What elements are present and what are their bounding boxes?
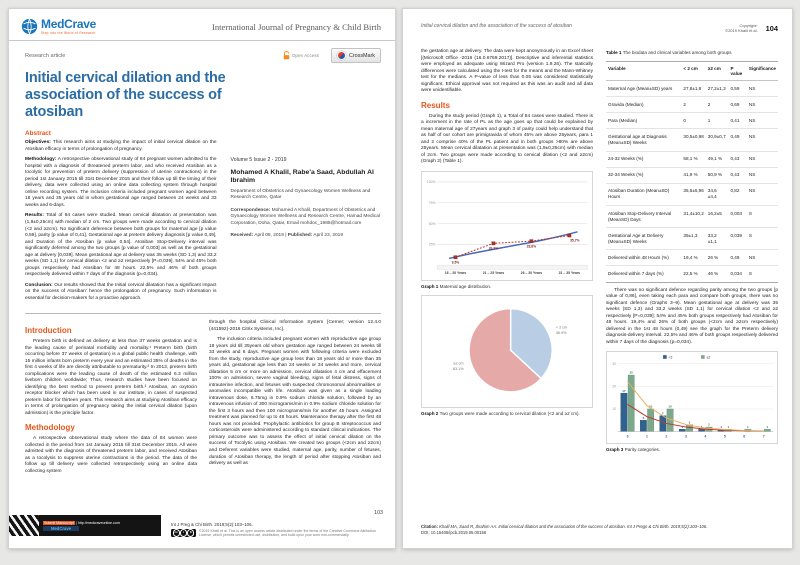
table-cell: NS	[747, 167, 778, 183]
banner-stripes-decoration	[9, 515, 39, 536]
graph1-caption: Graph 1 Maternal age distribution.	[421, 284, 492, 290]
table-row	[606, 183, 778, 205]
x-tick-label: 2	[665, 434, 668, 439]
y-tick-label: 25%	[428, 242, 436, 247]
parity-bar-chart	[607, 352, 777, 442]
results-heading: Results	[421, 100, 450, 110]
slice-label: ≥2 cm	[453, 361, 464, 366]
table-cell: Atosiban Stop-Delivery Interval (MeanSD) Days	[606, 206, 681, 228]
data-label: 28,8%	[526, 244, 537, 249]
bar-value-label: 7	[662, 411, 664, 416]
page-number: 104	[765, 24, 778, 33]
slice-value-label: 63.1%	[452, 367, 464, 372]
license-text: ©2019 Khalil et al. This is an open access article distributed under the terms of the Creative Commons Attribution License, which permits unrestricted use, distribution, and build upon your work non-commercially.	[199, 528, 376, 538]
introduction-heading: Introduction	[25, 326, 72, 336]
table-row	[606, 266, 778, 282]
body-paragraph: through the hospital Clinical Information System [Cerner; version 12.4.0 (441592)-2016 Citrix Systems, Inc].	[209, 320, 381, 332]
table-cell: 0,82	[728, 183, 746, 205]
table-cell: 0,49	[728, 250, 746, 266]
data-point	[492, 241, 495, 244]
table-cell: 27,8±1,8	[681, 80, 705, 96]
legend-label: <2	[668, 355, 673, 360]
article-title: Initial cervical dilation and the association of the success of atosiban	[25, 70, 226, 121]
abstract-methodology: Methodology: A retrospective observational study of 84 pregnant women admitted to the hospital with a diagnosis of threatened preterm labor, and who received Atosiban as a tocolytic for prevention of preterm delivery (suppression of uterine contractions) in the period 1st January 2015 till 31st December 2015 and their follow up till the timing of their delivery, data were collected using an online data collecting system through hospital online recording system. The inclusion criteria included pregnant women aged between 18 years and 35 years old in whom gestational age ranged between 24 weeks and 33 weeks and 6-days.	[25, 157, 217, 208]
table-cell: Maternal Age (Mean±SD) years	[606, 80, 681, 96]
table-cell: 22,5 %	[681, 266, 705, 282]
table-cell: 49,1 %	[706, 151, 729, 167]
logo-tagline: Step into the World of Research	[41, 31, 96, 35]
table-cell: NS	[747, 129, 778, 151]
x-tick-label: 3	[684, 434, 687, 439]
bar-value-label: 10	[668, 404, 672, 409]
medcrave-globe-icon	[21, 18, 38, 35]
table-cell: 19,4 %	[681, 250, 705, 266]
maternal-age-chart-frame	[421, 171, 593, 282]
table-cell: 0,039	[728, 228, 746, 250]
table-cell: NS	[747, 80, 778, 96]
table-cell: S	[747, 206, 778, 228]
left-page-footer	[9, 508, 395, 540]
abstract-heading: Abstract	[25, 130, 51, 138]
table-cell: 30,9±0,7	[706, 129, 729, 151]
x-tick-label: 1	[646, 434, 648, 439]
journal-header	[9, 9, 395, 41]
abstract-results: Results: Total of 84 cases were studied. Mean cervical dilatation at presentation was (1,9±0,25cm) with median of 2 cm. Two groups were made according to cervical dilation (<2 and ≥2cm). No significant deference between both groups for maternal age [p value 0,59], parity [p value of 0,41], Gestational age at preterm delivery diagnosis [p value 0,49], and Duration of the Atosiban [p value 0,54]. Atosiban Stop-Delivery interval was significantly deferred among the two groups [p value of 0,003] as well as the gestational age at delivery [0,039]. Mean gestational age at delivery was 35 weeks (SD 1,3) and 33,2 weeks (SD 1,1) for cervical dilation <2 and ≥2 respectively [P=0,039]. 54% and 45% both groups respectively had Atosiban for 48 hours. 22,5% and 46% of both groups respectively delivered within 7 days of the diagnosis (p=0,034).	[25, 213, 217, 278]
table-cell: 0,43	[728, 151, 746, 167]
table-row	[606, 151, 778, 167]
received-published: Received: April 08, 2019 | Published: April 23, 2019	[230, 232, 344, 238]
table-cell: 24-32 Weeks (%)	[606, 151, 681, 167]
citation-text: Khalil MA, Saad R, Ibrahim AA. Initial cervical dilation and the association of the success of atosiban. Int J Pregn & Chi Birth. 2019;5(2):103‒106.	[439, 523, 708, 529]
copyright-label: Copyright:	[739, 23, 758, 28]
cc-nc-icon: $	[187, 529, 194, 536]
x-tick-label: 21 – 25 Years	[482, 270, 505, 275]
bar	[660, 416, 666, 432]
legend-swatch	[663, 355, 667, 359]
parity-chart-frame	[606, 351, 778, 443]
maternal-age-line-chart	[422, 172, 592, 281]
table-cell: 35,5±5,96	[681, 183, 705, 205]
bar-value-label: 1	[720, 425, 722, 430]
running-header	[403, 9, 792, 33]
cervical-dilation-pie-frame	[421, 295, 593, 407]
table-cell: Gestational age at Diagnosis (Mean±SD) Weeks	[606, 129, 681, 151]
bar	[640, 420, 646, 431]
running-title: Initial cervical dilation and the association of the success of atosiban	[421, 23, 572, 29]
trend-line	[449, 232, 580, 259]
article-meta-row	[9, 41, 395, 63]
table-header-cell: ≥2 cm	[706, 61, 729, 80]
left-page-column-1	[25, 320, 197, 479]
bar-value-label: 2	[708, 422, 710, 427]
biodata-table	[606, 61, 778, 283]
slice-label: < 2 cm	[555, 325, 568, 330]
bar-value-label: 3	[688, 420, 691, 425]
x-tick-label: 18 – 20 Years	[444, 270, 467, 275]
table-cell: 33,2 ±1,1	[706, 228, 729, 250]
data-label: 9,5%	[451, 260, 460, 265]
creative-commons-badge[interactable]	[171, 529, 196, 537]
graph3-caption: Graph 3 Parity categories.	[606, 446, 661, 452]
table-cell: 58,1 %	[681, 151, 705, 167]
y-tick-label: 75%	[428, 200, 436, 205]
affiliation: Department of Obstetrics and Gynaecology Women Wellness and Research Centre, Qatar	[230, 188, 371, 201]
table-cell: 32-34 Weeks (%)	[606, 167, 681, 183]
table-cell: 0,59	[728, 80, 746, 96]
submit-manuscript-banner[interactable]	[9, 515, 161, 536]
table-header-cell: P value	[728, 61, 746, 80]
cc-icon: cc	[173, 529, 180, 536]
citation-footer: Citation: Khalil MA, Saad R, Ibrahim AA. Initial cervical dilation and the association of the success of atosiban. Int J Pregn & Chi Birth. 2019;5(2):103‒106. DOI: 10.15406/ipcb.2019.05.00156	[421, 524, 778, 536]
medcrave-logo[interactable]	[21, 18, 96, 35]
left-page-column-2	[209, 320, 381, 479]
body-paragraph: The inclusion criteria included pregnant women with reproductive age group 18 years old till 35years old whom gestation age ranged between 24 weeks till 33 weeks and 6 days. Pregnant women with following criteria were excluded from the study, reproductive age group less than 18 years old or more than 35 years old, gestational age less than 24 weeks or 34 weeks and more, cervical dilatation 5 cm or more on admission, cervical dilatation 4 cm and effacement 100% on admission, severe vaginal bleeding, signs of fetal distress, signs of intrauterine infection, and fetuses with suspected chromosomal abnormalities or anomalies incompatible with life. Atosiban was given as a single loading intravenous dose, 6.75mg in 0.9% sodium chloride solution, followed by an intravenous infusion of 300 micrograms/min in 0.9% sodium chloride solution for the first 3 hours and then 100 micrograms/min for another 45 hours. Assigned treatment was planned for up to 48 hours. Maintenance therapy after the first 48 hours was not provided. Prophylactic antibiotics for group B streptococcus and corticosteroids were administered according to standard clinical indications. The primary outcome was to assess the effect of initial cervical dilation on the success of Tocolytic using Atosiban. We created two groups (<2cm and ≥2cm) and Deferent variables were studied, maternal age, parity, number of fetuses, duration of Atosiban therapy, the length of period after stopping Atosiban and delivery as well as	[209, 337, 381, 467]
data-label: 35,7%	[570, 238, 580, 243]
table-header-cell: Significance	[747, 61, 778, 80]
copyright-text: ©2019 Khalil et al.	[725, 28, 758, 33]
bar-value-label: 1	[766, 425, 769, 430]
abstract-column	[25, 125, 217, 306]
table-cell: Atosiban Duration (Mean±SD) Hours	[606, 183, 681, 205]
table-row	[606, 129, 778, 151]
table-cell: NS	[747, 113, 778, 129]
x-tick-label: 0	[626, 434, 629, 439]
banner-brand: MedCrave	[43, 526, 79, 531]
bar-value-label: 1	[747, 425, 749, 430]
right-page-column-2	[606, 49, 778, 458]
bar-value-label: 17	[622, 388, 626, 393]
table-cell: 50,9 %	[706, 167, 729, 183]
bar	[764, 430, 770, 432]
table-cell: S	[747, 228, 778, 250]
table-header-row	[606, 61, 778, 80]
journal-reference: Int J Preg & Chi Birth. 2019;5(2):103‒106.	[171, 521, 253, 527]
table-row	[606, 228, 778, 250]
table-row	[606, 97, 778, 113]
table-cell: 30,5±0,98	[681, 129, 705, 151]
page-103	[8, 8, 396, 549]
bar	[679, 430, 685, 432]
legend-swatch	[701, 355, 705, 359]
right-page-column-1	[421, 49, 593, 458]
table-cell: 26 %	[706, 250, 729, 266]
body-paragraph: the gestation age at delivery. The data were kept anonymously in an Excel sheet [(Microsoft Office -2016 (16.0.6769.2017)]. Descriptive and inferential statistics were employed as adequate using Wizard Pro (version 1.9.26). The statically differences were calculated using the t-test for the means and the Mann-Whitney test for the medians. A P-value of less than 0.05 was considered statistically significant. Ethical approval was not required as this was an audit and all data were unidentifiable.	[421, 49, 593, 94]
y-tick-label: 50%	[428, 221, 436, 226]
table-cell: 2	[706, 97, 729, 113]
legend-label: ≥2	[706, 355, 711, 360]
open-lock-icon	[283, 51, 290, 60]
table-cell: 16,2±5	[706, 206, 729, 228]
table-cell: 0,49	[728, 129, 746, 151]
table-cell: 0,41	[728, 113, 746, 129]
table-cell: NS	[747, 97, 778, 113]
table-cell: Delivered within 7 days (%)	[606, 266, 681, 282]
body-paragraph: There was no significant defence regarding parity among the two groups [p value of 0,86], even taking each para and compare both groups, there was no significant defence (Graphs 3–9). Mean gestational age at delivery was 35 weeks (SD 1,3) and 33,2 weeks (SD 1,1) for cervical dilation <2 and ≥2 respectively [P=0,039]; 54% and 45% both groups respectively had Atosiban for 48 hours. 19,4% and 26% of both groups (<2cm and ≥2cm respectively) delivered in the 1st 48 hours (0,49) see the graph for the Preterm delivery diagnosis-delivery interval. 22,5% and 46% of both groups respectively delivered within 7 days of the diagnosis (p=0,034).	[606, 287, 778, 345]
bar	[699, 430, 705, 432]
table-cell: NS	[747, 183, 778, 205]
table-row	[606, 250, 778, 266]
table-cell: 2	[681, 97, 705, 113]
table-cell: 41,9 %	[681, 167, 705, 183]
crossmark-icon	[337, 51, 346, 60]
page-104	[402, 8, 793, 549]
y-tick-label: 10	[612, 407, 617, 412]
table-row	[606, 206, 778, 228]
abstract-conclusion: Conclusion: Our results showed that the Initial cervical dilatation has a significant impact on the success of Atosiban' hence the prolongation of pregnancy. Such information is essential for decision-makers for a proactive approach.	[25, 282, 217, 301]
table-cell: 35±1,3	[681, 228, 705, 250]
bar	[647, 409, 653, 432]
table-row	[606, 113, 778, 129]
data-point	[530, 239, 533, 242]
data-point	[454, 255, 457, 258]
article-info-column	[231, 125, 381, 306]
y-tick-label: 20	[612, 384, 617, 389]
table-header-cell: Variable	[606, 61, 681, 80]
table-cell: S	[747, 266, 778, 282]
article-type-label: Research article	[25, 52, 66, 59]
x-tick-label: 5	[723, 434, 726, 439]
table-cell: 46 %	[706, 266, 729, 282]
methodology-heading: Methodology	[25, 423, 75, 433]
y-tick-label: 100%	[426, 179, 436, 184]
table-cell: 34,6 ±4,4	[706, 183, 729, 205]
table-cell: 0	[681, 113, 705, 129]
x-tick-label: 31 – 35 Years	[558, 270, 581, 275]
abstract-objectives: Objectives: This research aims at studying the impact of initial cervical dilation on the Atosiban efficacy in terms of prolongation of pregnancy.	[25, 140, 217, 152]
table-cell: 31,4±10,2	[681, 206, 705, 228]
graph2-caption: Graph 2 Two groups were made according to cervical dilation (<2 and ≥2 cm).	[421, 410, 580, 416]
slice-value-label: 36.9%	[555, 331, 567, 336]
table-cell: 0,69	[728, 97, 746, 113]
cc-by-icon: i	[180, 529, 187, 536]
table-cell: 0,034	[728, 266, 746, 282]
journal-name: International Journal of Pregnancy & Child Birth	[212, 21, 381, 32]
table-cell: NS	[747, 151, 778, 167]
crossmark-badge[interactable]	[331, 48, 381, 63]
bar-value-label: 1	[700, 425, 703, 430]
volume-issue: Volume 5 Issue 2 - 2019	[230, 157, 287, 164]
bar-value-label: 1	[727, 425, 730, 430]
table-cell: NS	[747, 250, 778, 266]
table-cell: 0,003	[728, 206, 746, 228]
table1-caption: Table 1 The biodata and clinical variables among both groups	[606, 50, 732, 55]
cervical-dilation-pie-chart	[422, 296, 592, 406]
table-row	[606, 80, 778, 96]
table-cell: Delivered within 48 Hours (%)	[606, 250, 681, 266]
open-access-badge[interactable]	[283, 51, 319, 60]
correspondence: Correspondence: Mohamed A Khalil, Department of Obstetrics and Gynaecology Women Wellness and Research Centre, Hamad Medical Corporation, Doha, Qatar, Email mohdoc_1985@hotmail.com	[230, 207, 380, 226]
results-paragraph: During the study period (Graph 1), a Total of 84 cases were studied. There is a increment in the rate of PL as the age goes up that could be explained by mean maternal age of 27years and graph 3 of parity could help understand that as half of our cohort are primigravida of whom 45% are above 25years, para 1 and 2 comprise 40% of the PL patient and in both groups >80% are above 25years. Mean cervical dilatation at presentation was (1,9±0,25cm) with median of 2cm. Two groups were made according to cervical dilation (<2 and ≥2cm) (Graph 2) (Table 1).	[421, 113, 593, 165]
table-cell: Gestational Age at Delivery (Mean±SD) Weeks	[606, 228, 681, 250]
crossmark-label: CrossMark	[348, 52, 375, 59]
bar	[621, 393, 627, 431]
bar-value-label: 10	[648, 404, 653, 409]
x-tick-label: 6	[743, 434, 746, 439]
x-tick-label: 7	[762, 434, 765, 439]
doi-text: DOI: 10.15406/ipcb.2019.05.00156	[421, 529, 487, 535]
table-cell: Para (Median)	[606, 113, 681, 129]
methodology-paragraph: A retrospective observational study where the data of 84 women were collected in the period from 1st January 2015 till 31st December 2015. All were admitted with the diagnosis of threatened preterm labor, and received Atosiban as a tocolysis to suppress uterine contractions in the period. The data of the follow up till delivery were collected retrospectively using an online data collecting system	[25, 436, 197, 474]
x-tick-label: 4	[704, 434, 707, 439]
authors: Mohamed A Khalil, Rabe'a Saad, Abdullah Al Ibrahim	[230, 169, 374, 185]
table-cell: 1	[706, 113, 729, 129]
table-row	[606, 167, 778, 183]
bar-value-label: 1	[681, 425, 684, 430]
x-tick-label: 26 – 30 Years	[520, 270, 543, 275]
introduction-paragraph: Preterm birth is defined as delivery at less than 37 weeks gestation and is the leading cause of perinatal morbidity and mortality.¹ Preterm birth (birth occurring before 37 weeks of gestation) is a global public health challenge, with 15 million infants born preterm every year and an estimated 35% of deaths in the first 4 weeks of life are directly attributable to prematurity.² In 2013, preterm birth complications were the leading cause of death of the estimated 6.3 million liveborn children worldwide; Thus, research studies have been focused on identifying the best method to prevent preterm birth.³ Atosiban, an oxytocin receptor blocker which has been used in our institute, in cases of suspected preterm labor for thirteen years. This research aims at studying Atosiban efficacy in terms of prolongation of pregnancy taking the initial cervical dilation (upon admission) is the principle factor.	[25, 339, 197, 416]
open-access-label: Open Access	[291, 53, 319, 58]
bar-value-label: 25	[629, 370, 633, 375]
bar-value-label: 5	[642, 416, 645, 421]
data-label: 26,2%	[488, 246, 499, 251]
table-cell: 27,2±1,3	[706, 80, 729, 96]
page-number: 103	[374, 510, 383, 516]
y-tick-label: 30	[612, 362, 617, 367]
table-cell: 0,43	[728, 167, 746, 183]
x-axis-band	[437, 265, 587, 269]
data-point	[568, 234, 571, 237]
logo-wordmark: MedCrave	[41, 17, 96, 31]
table-cell: Gravida (Median)	[606, 97, 681, 113]
section-divider	[25, 313, 381, 314]
table-header-cell: < 2 cm	[681, 61, 705, 80]
submit-manuscript-link[interactable]: Submit Manuscript | http://medcraveonline.com	[44, 520, 120, 525]
